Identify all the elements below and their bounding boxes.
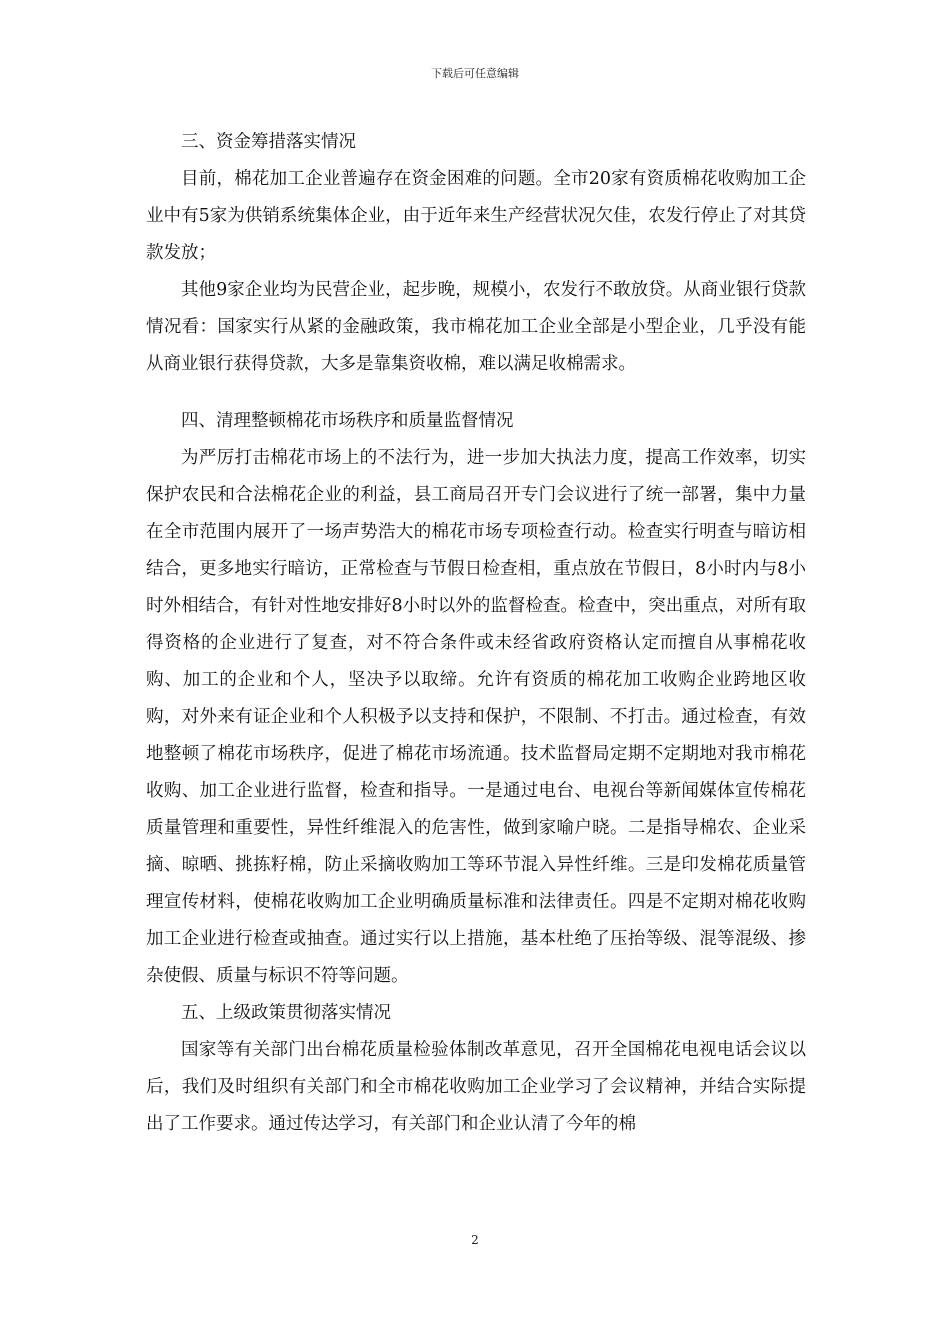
- section-heading-policy: 五、上级政策贯彻落实情况: [181, 1003, 391, 1023]
- document-body: [146, 124, 806, 1143]
- paragraph-market-order-1: 为严厉打击棉花市场上的不法行为，进一步加大执法力度，提高工作效率，切实保护农民和合法棉花企业的利益，县工商局召开专门会议进行了统一部署，集中力量在全市范围内展开了一场声势浩大的棉花市场专项检查行动。检查实行明查与暗访相结合，更多地实行暗访，正常检查与节假日检查相，重点放在节假日，8小时内与8小时外相结合，有针对性地安排好8小时以外的监督检查。检查中，突出重点，对所有取得资格的企业进行了复查，对不符合条件或未经省政府资格认定而擅自从事棉花收购、加工的企业和个人，坚决予以取缔。允许有资质的棉花加工收购企业跨地区收购，对外来有证企业和个人积极予以支持和保护，不限制、不打击。通过检查，有效地整顿了棉花市场秩序，促进了棉花市场流通。技术监督局定期不定期地对我市棉花收购、加工企业进行监督，检查和指导。一是通过电台、电视台等新闻媒体宣传棉花质量管理和重要性，异性纤维混入的危害性，做到家喻户晓。二是指导棉农、企业采摘、晾晒、挑拣籽棉，防止采摘收购加工等环节混入异性纤维。三是印发棉花质量管理宣传材料，使棉花收购加工企业明确质量标准和法律责任。四是不定期对棉花收购加工企业进行检查或抽查。通过实行以上措施，基本杜绝了压抬等级、混等混级、掺杂使假、质量与标识不符等问题。: [146, 448, 806, 986]
- section-spacer: [146, 383, 806, 403]
- paragraph-funding-2: 其他9家企业均为民营企业，起步晚，规模小，农发行不敢放贷。从商业银行贷款情况看：国家实行从紧的金融政策，我市棉花加工企业全部是小型企业，几乎没有能从商业银行获得贷款，大多是靠集资收棉，难以满足收棉需求。: [146, 280, 806, 374]
- section-heading-market-order: 四、清理整顿棉花市场秩序和质量监督情况: [181, 411, 514, 431]
- paragraph-policy-1: 国家等有关部门出台棉花质量检验体制改革意见，召开全国棉花电视电话会议以后，我们及时组织有关部门和全市棉花收购加工企业学习了会议精神，并结合实际提出了工作要求。通过传达学习，有关部门和企业认清了今年的棉: [146, 1040, 806, 1134]
- section-heading-funding: 三、资金筹措落实情况: [181, 132, 356, 152]
- paragraph-funding-1: 目前，棉花加工企业普遍存在资金困难的问题。全市20家有资质棉花收购加工企业中有5家为供销系统集体企业，由于近年来生产经营状况欠佳，农发行停止了对其贷款发放；: [146, 169, 806, 263]
- page-header: 下载后可任意编辑: [431, 67, 519, 80]
- page-number: 2: [471, 1233, 479, 1247]
